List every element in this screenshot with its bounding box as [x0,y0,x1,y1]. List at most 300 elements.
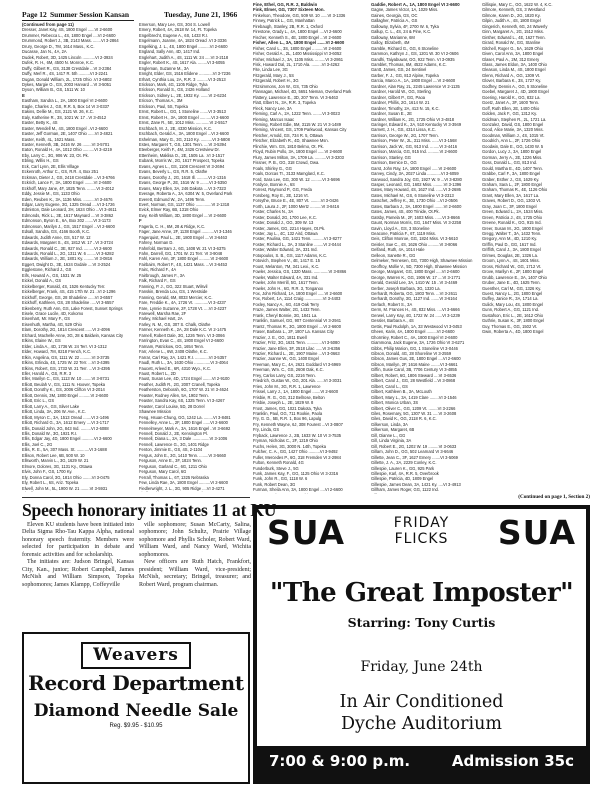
directory-entry: Garcia, Marco A., 1A, 1800 Engel ....VI 2-6600 [371,78,456,84]
directory-entry: Fry, Kenneth Wayne, 6J, 308 Fourest ...VI 3-0807 [253,421,343,427]
article-headline: Speech honorary initiates 11 at KU [22,500,277,520]
directory-entry: Gardner, William K., 2G, 1725 Ohio VI 3-4818 [371,116,455,122]
directory-entry: Elwell, John M., 5L, 1900 W. 21 ........VI 3-5931 [22,485,108,491]
directory-entry: Fennelmeyer, Mark A., 3A, 1616 Engel ..VI 3-6692 [139,425,231,431]
directory-entry: Fraser, Barbara L., 2F, 1807 La. Kansas City [253,329,334,335]
directory-entry: Dudek, Robert, 3D, 1425 Lincoln ...........VI 2-3924 [22,54,113,60]
directory-entry: Gillette, J. A., 2A, 2229 Conley, K.C. [371,460,437,466]
directory-heading: (Continued from page 11) [22,22,74,27]
directory-entry: Gillespie, Lauren K., GG, 925 Park [371,465,435,471]
directory-entry: Edmonson, Marilyn J., GS, 1517 Engel ...VI 2-6600 [22,223,115,229]
directory-entry: Funk, James Kay, F., GG, 1125 Ohio VI 3-2316 [253,470,339,476]
directory-entry: Flatt, Elbert N., 3A, R.R. 3, Topeka [253,100,316,106]
directory-entry: Evans, Dorothy J., 2G, 1618 Ill. ..........VI 2-1316 [139,174,226,180]
air-conditioned-line: In Air Conditioned [339,692,504,712]
directory-entry: Ginther, Edward L., 4E, 1627 Tenn. [482,34,546,40]
directory-entry: Foster, Donald, 2G, 1700 Lee, K.C. [253,214,317,220]
directory-entry: Gill, Linda Virginia, 3A [371,438,412,444]
directory-entry: Guenther, Carl M., GG, 1326 Ky. [482,285,542,291]
directory-entry: Elliott, Myron C., 3A, 1513 Oread .......VI 2-1496 [22,414,109,420]
directory-entry: Elliott, Eric L., GS [22,398,55,404]
directory-entry: Fanskin, Brenda Lou, GS, 1 Westside [139,289,208,295]
directory-entry: Gandhi, Taiyabuwar, GG, 922 Tenn. VI 3-0935 [371,56,455,62]
directory-entry: Firestone, Grady L., 4A, 1800 Engel ....VI 2-6600 [253,29,342,35]
directory-heading: Fine, Ethel, GG, R.R. 2, Baldwin [253,2,318,7]
directory-entry: Fairbairn, Robert F., 4S, 1421 Mass. ...VI 3-6453 [139,261,228,267]
directory-entry: Edwards, Ronald L., 2G, 1311 W. 6 ........VI 3-6282 [22,251,114,257]
directory-entry: Godfrey, Dennis A., GG, 5 Stoneline [482,83,548,89]
directory-entry: Engleman, Suzanne M., 3A [139,65,189,71]
directory-entry: Fowler, John H., 6G, R.R. 3, Tonganox [253,285,324,291]
directory-entry: Ericson, Thomas A., 3M [139,98,183,104]
directory-entry: Elder, Howard, 7M, 8218 French, K.C. [22,349,92,355]
directory-entry: Firebaugh, Stanley, 2B, R.R. 1, Oxford [253,23,323,29]
directory-entry: Ebling, Willis H., GS [22,158,59,164]
directory-entry: Farr, Arlene L., 6W, 2408 Olathe, K.C. [139,349,208,355]
directory-entry: Ellis, R. E., 5A, 307 Mass. St. ...........VI 3-1688 [22,447,107,453]
directory-entry: Emerson, Mary Lee, GS, 304 S. Lowell [139,22,210,27]
directory-entry: England, Sally Ann, 4D, 1417 Ind. [139,49,201,55]
directory-entry: Ellsworth, Marvin L., 3G, 1629 W. 21 [22,458,89,464]
directory-entry [22,491,134,492]
directory-entry: Griffin, Paul D., GG, 1617 Ind. [482,241,537,247]
directory-entry: Gaines, Georgia, GS, OC [371,12,418,18]
directory-entry: Gamble, Richard G., GG, 6 Stoneline [371,45,439,51]
directory-entry: Gray, Joan C., 3F, 1800 Engel [482,203,537,209]
directory-entry: Given, Carol Ann, 3A, 1800 Engel [482,51,544,57]
directory-entry: Gleason, Linda M., 4S, 1800 Engel [482,67,546,73]
directory-entry: Ernst, Robert H., 3A, 1800 Engel ..........VI 2-6600 [139,114,229,120]
directory-entry: Fowler, Walter Edward, 4A, 331 Ind. [253,274,319,280]
directory-entry: Evans, Agnes L., GS, 1108 Crescent VI 3-2694 [139,163,225,169]
directory-entry: Furman, Sheila Ann, 3A, 1800 Engel ....VI 2-6600 [253,487,343,493]
directory-entry: Gallup, C. L., 4S, 24 & Pine, K.C. [371,29,432,35]
directory-entry: Gagne, James Victor, 1A, 1029 Miss. [371,7,439,13]
directory-entry: Fry, G. D., 5B, R.R. 1, Box 96, Lapulg [253,416,322,422]
directory-entry: Ferrall, Thomas L., 6T, 1325 Nebraska [139,474,209,480]
directory-entry: Edwards, Ronald C., 3E, 927 Ind. .........VI 2-6600 [22,245,112,251]
flicks-word: FLICKS [394,531,449,547]
directory-entry: Ellis, Joel C., 2G [22,441,53,447]
directory-entry: Franklin, Samuel, GG, 907 Centennial VI 3-2941 [253,318,342,324]
directory-entry: Elkins, Erlinda, 4S, 1725 W. 22 Terr. ...VI 3-4395 [22,360,110,366]
directory-entry: Gardner, Harold W., GG, Sterling [371,89,431,95]
directory-entry: Gregg, Walter T., 3A, 1432 Tenn. [482,231,542,237]
directory-entry: Grant, Mary Ellen, 3A, 1617 La. [482,192,540,198]
sua-left-word: SUA [267,513,346,552]
directory-entry: Eifs, Howard A., GS, 1531 W. 25 [22,272,82,278]
directory-heading: Fink, Elmer, GG, 7307 Sixteen Mon. [253,7,325,13]
directory-entry: Eickhoff, George, GS, 28 Shadeline ......VI 3-6557 [22,294,113,300]
directory-column-2 [139,22,251,492]
directory-entry: Gates, Barbara J., 3A, 1800 Engel ........VI 2-6600 [371,203,462,209]
directory-entry: Ewy, Keith William, 3D, 1800 Engel ....VI 2-6600 [139,212,227,218]
continued-note: (Continued on page 1, Section 2) [518,494,590,500]
directory-entry: George, Warren K., GG, 1906 W. 17 ....VI 3-1771 [371,274,461,280]
directory-entry: George, Margaret, GG, 1800 Engel .....VI 2-6600 [371,269,460,275]
directory-entry: Funk, Robert Dean, 3G [253,481,296,487]
newspaper-name: Summer Session Kansan [50,10,130,19]
directory-entry: Gavin, Lloyd A., GS, 3 Stoneline [371,225,430,231]
directory-entry: Glenn, Richard A., GG, 1309 Vt. [482,72,541,78]
directory-entry: Frantz, Thomas R., 3G, 1800 Engel ....VI 2-6600 [253,323,341,329]
directory-entry: Freeman, Mary C., 4A, 2621 Goddard VI 3-6969 [253,361,341,367]
directory-entry: Gardner, Phillis, 2G, 1614 W. 21 [371,100,430,106]
directory-entry: Dugan, Donald William, 2L, 1725 Ohio .VI 3-6802 [22,76,112,82]
directory-entry: Fiedlerwright, J. L., 3G, 905 Ridge ....VI 3-4271 [139,485,225,491]
article-paragraph: New officers are Ruth Hatch, Frankfort, president; William Ward, vice-president; McNish, secretary; Bringel, treasurer; and Robert Ward, program chairman. [139,559,251,588]
directory-entry: Fennell, Donald J., 2E, Kensington Pl. [139,430,208,436]
showing-date: Friday, June 24th [360,659,483,675]
directory-entry: Guffey, Janice R., 3A, 1714 La. [482,296,539,302]
directory-entry: Eickel, Donald A., GS [22,278,62,284]
directory-entry: Evans, George P., 2E, 1516 W. 9 ........VI 3-5350 [139,180,227,186]
directory-entry: Garber, F. J., GG, 813 Alpine, Topeka [371,72,439,78]
directory-entry: Frost, James, GG, 1021 Dakota, Tyka [253,405,322,411]
directory-entry: Gwin, Roberta A., 4D, 1800 Engel [482,329,544,335]
directory-entry: Eshelman, Mary G., 3G, 2110 Ky. ..........VI 3-5808 [139,136,230,142]
directory-entry: Geis, Clifton Monroe, GG, 1824 Miss. VI 3-5610 [371,236,458,242]
directory-entry: Faust, Robert L., 2D [139,371,176,376]
directory-entry: Ellis, Donald John, 2G, 843 Ind. .........VI 2-6088 [22,425,109,431]
directory-entry: Fager, Jane Anne, 2F, 1138 Engel ...........VI 3-1346 [139,229,232,235]
directory-entry: Ford, Sara Lee, GG, 300 W. 12 ..........VI 3-5696 [253,176,340,182]
directory-entry: Fitzgerald, Mary J., 5S [253,72,294,78]
directory-entry: Evick, Elmer Ray, 6B, 1318 Ohio [139,207,199,213]
directory-entry: Gillispie, Mary C., GG, 1622 W. 4, K.C. [482,2,553,7]
directory-entry: Gardner, Alan Ray, 2L, 2245 Lawrence VI 2-1135 [371,83,460,89]
directory-column-1 [22,22,134,492]
directory-entry: Edwards, Judith Anne, GS, 517 W. 12 [22,234,91,240]
directory-entry: Glaser, Paul A., 2M, 312 Emery [482,56,540,62]
directory-entry: Feather, Judith R., 2G, 2007 Cranell, Topeka [139,381,220,387]
directory-entry: Gatsby, Pamela M., 2F, 1603 Miss. ......VI 3-8666 [371,214,460,220]
directory-entry: Flinchie, Wm. GS, 1810 Belmo, Ot. Pk. [253,143,324,149]
directory-entry: Egglestone, Richard J., GS [22,267,72,273]
directory-entry: Erickson, Mark, 4G, 1105 Ridge, Tyka [139,81,208,87]
directory-entry: Funderburk, Steve J., 5G [253,465,299,471]
directory-entry: Greene, Ronald K., GG, 915 Ind. [482,220,542,226]
directory-entry: Eagle, Charles J., GS, R.R. 5, Box 14 VI 3-0337 [22,103,110,109]
directory-entry: Fitzgerald, Robert H., 3G [253,78,299,84]
directory-entry: Forsythe, Bruce E., 4E, 807 Vt. .........VI 3-0426 [253,198,339,204]
directory-entry: Gillespie, Patricia, 4D, 1809 Engel [371,476,434,482]
directory-entry: Fergus, John E., 3G, 1410 Tenn. ........VI 3-5660 [139,452,227,458]
directory-entry: Eckhoff, Mary Jane, 4F, 1825 Tenn. ........VI 3-4012 [22,185,115,191]
directory-entry: Eisenhart, Mr. Mary F., GS [22,316,70,322]
directory-entry: Feng, Hsuan-Chung, GG, 1242 La. ........VI 3-8481 [139,414,231,420]
directory-heading: Fisher, Allen L., 3A, 1800 Engel .......VI 2-6600 [253,40,345,46]
directory-entry: Goss, Donald L., GG, 813 Ind. [482,160,538,166]
directory-entry: Fahl, Karen Ann, 3F, 1800 Engel ..........VI 2-6600 [139,256,229,262]
directory-entry: Fulcher, C. A., GG, 1427 Ohio ..........VI 3-9492 [253,449,338,455]
directory-entry: Ely, Robert L., 6S, Ariz. Topeka [22,480,79,486]
directory-entry: Frazier, Joanne W., GG, 1400 Engel [253,356,319,362]
directory-entry: Foust, Melanton, 7M, 341 Lexi., K.C. [253,263,320,269]
directory-entry: Giles, Rosemary, 5G, 1307 W. 31 .....VI 3-2608 [371,410,457,416]
directory-entry: Galloway, Marianne, 6M [371,34,415,40]
film-starring: Starring: Tony Curtis [347,615,496,630]
directory-entry: Eck, Carl Lynn, 2E, Ellis Village [22,163,79,169]
directory-entry: Fennelley, Anne L., 2F, 1800 Engel ......VI 2-6600 [139,420,228,426]
directory-entry: Erickson, Sidney L., 2E, 1932 Ky. .......VI 2-6234 [139,92,227,98]
directory-entry: Dufek, R. H., 6M, 4500 N. Monroe, K.C. [22,60,95,66]
directory-entry: Gould, Martha E., 4D, 1407 Tenn. [482,165,543,171]
directory-entry: Gerhardt, Roberta, GG, 1803 Tenn. ...VI 3-2611 [371,291,458,297]
showing-location [257,691,586,735]
directory-entry: Galloy, Elizabeth, 4M [371,40,410,46]
weavers-record-ad [22,632,250,784]
directory-entry: Drury, George D., 7M, 1614 Mass., K.C. [22,43,95,49]
directory-entry: Garrison, Stanley, GG [371,154,411,160]
directory-entry [253,493,366,494]
directory-entry: Giammona, Jack Eugene, 3A, 1726 Ohio VI 3-6271 [371,340,465,346]
record-department-heading: Record Department [28,671,244,695]
directory-entry: Farrar, Carl Ray, 2A, 1421 R.I. ............VI 3-5357 [139,354,227,360]
directory-entry: Gerlach, Robert S., 3A [371,301,413,307]
directory-entry: Fry, Linda, GS [253,427,280,433]
directory-entry: Gilbert, Carol J., GG, 28 Westfield ...VI 3-0868 [371,378,456,384]
directory-entry: Goebel, Margaret J., 4D, 1800 Engel [482,89,549,95]
directory-entry: Gallagher, Patricia A., GS [371,18,418,24]
directory-entry: Gettis, Paul Rudolph, 1A, 33 Westwood VI 3-0453 [371,323,462,329]
directory-entry: Engelbrecht, Eugene A., 6S, 1433 R.I. [139,32,209,38]
directory-entry: Engler, Robert K., 4S, 1617 Ala. ........VI 3-6055 [139,60,225,66]
directory-heading: E [22,92,25,98]
directory-entry: Shawnee Mission [139,409,172,415]
directory-entry: Gonzalez, David, GS, 1800 Engel [482,121,544,127]
directory-entry: Eickelberger, Frank, 4S, 415 17th W. 21 ..VI 2-1296 [22,289,116,295]
directory-entry: Fries, John M., 3G, R.R. 1, Lawrence [253,383,321,389]
directory-entry: Gilbert, Mary L., 3A, 1419 Clare ........VI 3-1546 [371,394,457,400]
diamond-needle-sale: Diamond Needle Sale [33,701,239,721]
directory-entry: Grimes, Douglas, 2E, 1326 La. [482,252,538,258]
directory-entry: Fletcher, Elizabeth R., 4D, Shawnee Msn. [253,138,329,144]
directory-entry: Forth, Laura J., 2F, 1000 Mertz ..........VI 3-8416 [253,203,340,209]
directory-entry: Fahnfold, Bertram J., 6G, 1408 W. 21 VI 3-6375 [139,245,226,251]
directory-entry: Elkins, Robert, GS, 1733 W. 21 Terr. ...VI 3-4395 [22,365,110,371]
directory-entry: Ellison, Robert Lee, 6B, 500 W. 10 [22,452,85,458]
article-column-2 [139,522,251,589]
directory-entry: Gorman, Jerry A., 2E, 1226 Miss. [482,154,543,160]
directory-entry: Gillham, James Roger, GG, 1122 Ind. [371,487,439,493]
directory-entry: Graber, Esther J., GS, 1629 Ky. [482,176,540,182]
directory-entry: Faust, Susan Lee, 4D, 1724 Engel ........VI 2-9100 [139,376,230,382]
directory-entry: Eickhoff, Kathleen, GS, 28 Shadeline .....VI 3-6557 [22,300,114,306]
directory-entry: Frazier, J. E., GG, 1811 Ewell [253,334,307,340]
sua-right-word: SUA [497,513,576,552]
directory-entry: Gantt, James, GS, 24 Sentinel [371,67,427,73]
directory-entry: Frisbie, R. G., GG, 312 Bellrose, Belton [253,394,325,400]
directory-entry: Everage, Roberta A., 3A, 6304 W. 5, Overland Park [139,191,233,197]
directory-entry: Easter, Kenneth, 3B, 2416 W. 26 ........VI 3-5701 [22,141,110,147]
directory-entry: Fahn, Darrell, GG, 1701 W. 21 Terr. VI 3-9048 [139,251,223,257]
directory-entry: Fleming, Vincent, GS, 1709 Parkwood, Kansas City [253,127,347,133]
directory-entry: Fanning, Gerald, 6M, 8033 Mercier, K.C. [139,294,213,300]
directory-entry [371,493,479,494]
article-paragraph: ville sophomore; Susan McCarty, Salina, sophomore; John Schultz, Prairie Village sophomore and Phyllis Scholer, Robert Ward, William Ward, and Nancy Ward, Wichita sophomores. [139,522,251,558]
directory-entry: Gregory, Ann M., 4D, 1210 Ky. [482,236,538,242]
directory-entry: Gibbs, Philip Marion, GG, 1 Stoneline VI 3-0446 [371,345,458,351]
directory-entry: Eden, Reuben K., 3A, 1136 Miss. ..........VI 3-4676 [22,196,113,202]
directory-entry: Frazier, Jane Ellen, 3F, 2518 Lilac ......VI 3-6356 [253,345,341,351]
directory-entry: Gelleon, Sanette R., GG [371,252,416,258]
directory-entry: Dresser, Janet Kay, 4S, 1800 Engel ......VI 2-6600 [22,27,113,33]
directory-entry: Grove, Marilyn K., 2F, 1800 Engel [482,269,544,275]
directory-entry: Eakins, Dellie M., GS, 2121 W. 26, K.C. [22,109,94,115]
directory-entry: Goff, Ruth Ellen, 2E, 1400 Ohio [482,105,540,111]
directory-entry: Gilbert, Oliver C., GG, 1209 Vt. ........VI 3-2266 [371,405,456,411]
directory-entry: Goldman, Stephen R., 2L, 1721 La. [482,116,547,122]
directory-entry: Enright, Elder, GS, 1516 Elidene ............VI 3-7236 [139,71,231,77]
directory-entry: Gardner, Susan E., 2E [371,111,412,117]
directory-entry: Erickson, Ronald S., GS, 2426 Holland [139,87,210,93]
directory-entry: Gill, Dianne L., GG [371,432,406,438]
directory-entry: Easter, Keith, 4L, 1621 Mass. [22,136,76,142]
directory-entry: Eller, Harold A., GS, R.R. 3 [22,371,72,376]
directory-entry: Good, Alice Marie, 3A, 1320 Miss. [482,127,544,133]
directory-column-5 [482,2,590,494]
directory-entry: Gates, Mary Howard, 4S, 1627 Ind. ......VI 3-2686 [371,187,461,193]
directory-entry: Fox, John Richard, 1A, 1800 Engel ......VI 2-6600 [253,291,343,297]
directory-entry: Engelking, J. L., 4S, 1800 Engel ..........VI 2-6600 [139,43,228,49]
directory-entry: Fraze, James Walter, 2G, 1432 Tenn. [253,307,321,313]
directory-entry: Farmer, Kenneth K., 2A, 28 Dale K.C. VI 2-1475 [139,327,227,333]
directory-entry: Fryman, Nicholas C., 2F, 1219 Ohio [253,438,318,444]
directory-entry: Grabbe, Carl F., 3A, 1800 Engel [482,171,541,177]
directory-entry: Gerhardt, Dorothy, 3G, 1127 Ind. .......VI 3-6164 [371,296,458,302]
directory-entry: Elmore, Dolores, 3G, 1131 Ky., Ottawa [22,463,93,469]
directory-entry: Ellis, Edgar Jay, 4D, 1800 Engel ...........VI 2-6600 [22,436,112,442]
directory-entry: Faucett, Arleed E., 6R, 4310 Wyo., K.C. [139,365,212,371]
directory-entry: Geacone, Patricia F., 6T, 1119 Miss. [371,231,436,237]
directory-entry: Frey, Carlos Larry, GS, 2216 Tenn. [253,372,316,378]
directory-entry: Goetz, Janet A., 3F, 1600 Tenn. [482,100,540,106]
directory-entry: Forsberg, Roy E., 2E, 1216 Vt. [253,192,309,198]
directory-entry: Fischer, Kenneth S., 4E, 1800 Engel ...VI 2-6600 [253,34,342,40]
directory-entry: Gitchell, Roger G., 5A, 1629 Ohio [482,45,543,51]
directory-entry: Gerber, Joseph Barbara, 3G, 1320 La. [371,285,441,291]
directory-entry: Guest, Nancy L., 2G, 1800 Engel [482,291,543,297]
directory-entry: Elam, Dorothy, 2G, 1814 Crescent ......VI 2-4096 [22,327,110,333]
directory-entry: Ely, Donna Carol, 3G, 1814 Ohio ........VI 3-0475 [22,474,110,480]
directory-entry: Ducasse, Jan N., 4A, 2A [22,49,67,55]
directory-entry: Fennell, Diana L., 2A, 3 Dale ...............VI 3-1006 [139,436,228,442]
directory-entry: Farnell, Robert Dale, 3G, 1226 Tenn. VI 3-3066 [139,332,225,338]
directory-entry: Gelfand, Ruth, 4A, 1014 Hale [371,247,425,253]
issue-date: Tuesday, June 21, 1966 [164,10,238,19]
directory-entry: Fleming, Marcus Isaac [253,116,295,122]
directory-entry: Engelmann, Joanne, 4A, 1824 Oread .VI 3-3336 [139,38,227,44]
directory-entry: Fare, Lynnie Suzanne, 2F, 1728 Vt. ....VI 3-4237 [139,305,227,311]
directory-entry: Flannagan, Michael, 4D, 5651 Nieman, Overland Park [253,89,352,95]
directory-entry: Groom, Lynn A., 4S, 1601 Miss. [482,258,540,264]
directory-entry: Galloway, Sylvia, 4F, 2700 W. 6, Tyka [371,23,439,29]
directory-entry: Farley, Michael Hart, 2A [139,316,183,322]
directory-entry: Garinger, Edward K., 2A, 510 Kentucky VI 3-3949 [371,121,462,127]
directory-entry: Gill, Robert E., 2G, 1202 W. 19 .........VI 3-0633 [371,443,457,449]
directory-entry: Foster, Donald J., GG, 309 W. 13 [253,220,314,226]
admission-price: Admission 35c [451,752,574,770]
directory-entry: Grubb, Lawrence E., 3A, 1407 Ohio [482,274,547,280]
directory-entry: Gordon, Lucy J., 3A, 1800 Engel [482,149,542,155]
directory-entry: Gilbert, Monica Urban, 3S [371,400,419,406]
directory-entry: Goodrich, Ann L., 2F, 1726 Ohio [482,138,541,144]
directory-entry: Gillespie, James Dean, 3A, 1421 Ky. ....VI 3-4913 [371,481,461,487]
directory-entry: Elliott, Larry A., GS, Silver Lake [22,403,80,409]
directory-entry: Fulton, Kenneth Ronald, 4G [253,460,304,466]
directory-entry: Easter, Betty K., 4S [22,120,58,126]
directory-entry: Friedrich, Gustav W., GG, 201 Ala. ......VI 3-3031 [253,378,342,384]
directory-entry: Glover, Barbara K., 3S, 1727 Ky. [482,78,542,84]
directory-entry: Fisher, Gerald A., 2L, 1400 Mississippi VI 3-6052 [253,51,342,57]
directory-entry: Girard, Ronald W., GG, Stanline [482,40,541,46]
directory-entry: Fare, Freddie K., 4A, 1726 Vt. ............VI 3-4237 [139,300,226,306]
directory-entry: Drummond, Robert J., 3B, 2143 Mass. .......VI 3-2864 [22,38,119,44]
directory-entry: Erhart, Cynthia Lou, 2A, R.R. 3 ..........VI 3-2513 [139,76,226,82]
directory-entry [139,491,251,492]
directory-entry: Guy, Thomas E., GG, 1502 Vt. [482,323,538,329]
directory-entry: Frissel, Larry J., 1A, 1800 Engel .......VI 2-6600 [253,389,339,395]
directory-entry: Dykes, Margie O., GS, 2003 Harvard ...VI 3-5051 [22,81,112,87]
directory-entry: Ernst, Zane R., 5E, 1012 Miss. ............VI 2-5517 [139,120,228,126]
directory-entry: Gelmeker, Tennesen, GG, 7300 High, Shawnee Mission [371,258,473,264]
directory-entry: Foster, Charles N., 3A [253,209,294,215]
directory-entry: Garrison, George W., 2G, 1707 Tenn. [371,132,439,138]
directory-entry: Foster, Walter Edward, 3A, 331 Ind. [253,247,318,253]
directory-entry: Gilmore, Karen D., 2G, 1820 Ky. [482,12,541,18]
directory-entry: Elliott, Dennis, 3M, 1800 Engel ..........VI 2-6600 [22,392,109,398]
directory-entry: Gilbert, Kathleen B., 3A, McLouth [371,389,432,395]
directory-entry: Foster, Jay L., 4C, 132 Aird, Ottawa [253,231,318,237]
directory-entry: Graves, Robert D., GG, 1303 Vt. [482,198,542,204]
directory-entry: Gamblet, Thomas, 6M, 4522 Adams, K.C. [371,61,447,67]
directory-entry: Featherston, Deborah, 6G, 1707 W. 21 VI 3-4624 [139,387,229,393]
directory-entry: Gaunt, Norman Morris, GG, 1647 Miss. VI 3-2258 [371,220,462,226]
directory-entry: Gardner, Timothy, 2A, 413 N. 15, K.C. [371,105,440,111]
directory-entry: Gingerich, Kenneth, 6G, 24 Waverly [482,23,548,29]
directory-entry: Gillette, Jean C., 3F, 1627 Emery .......VI 3-5069 [371,454,458,460]
directory-entry: Englehart, Judith A., 4S, 1111 W. 24 .....VI 3-2118 [139,54,229,60]
directory-entry: Eschbach, Gerald A., 3A, 1800 Engel ...VI 2-6600 [139,131,229,137]
directory-entry: Foxley, Nancy A., 6G, 419 Oak Terry [253,301,320,307]
directory-entry: Fite, Linda Lee, 3G [253,67,288,73]
showtimes: 7:00 & 9:00 p.m. [269,752,411,770]
article-column-1 [22,522,134,589]
directory-entry: Fowler, Jessica, GS, 1320 Mass. .............VI 3-8866 [253,269,347,275]
directory-entry: Finkelson, Theodore, GG, 509 W. 10 ......VI 3-1336 [253,12,346,18]
directory-entry: Fleming, Carl A., 2A, 1222 Tenn. ........VI 3-0023 [253,111,340,117]
directory-entry: Franklin, Paul, GG, 711 Rookie, Paola [253,410,323,416]
directory-entry: Gilpin, Judith A., 4S, 1800 Engel [482,18,541,24]
directory-entry: Greer, Susan M., 2G, 1800 Engel [482,225,543,231]
directory-entry: Edwards, Margaret S., 4S, 1812 W. 17 ..VI 3-3724 [22,240,114,246]
directory-entry: Finney, Patrick L., GG, Manhattan [253,18,315,24]
directory-entry: Gruber, Jane E., 4D, 1625 Tenn. [482,280,541,286]
directory-entry: Elliott, Beulah V., GS, 1111 N. Hoover, Topeka [22,381,106,387]
directory-entry: Fleming, Robert Edie, 5M, 3115 W. 21 VI 3-1489 [253,121,341,127]
directory-entry: Eaton, Ronald H., 4A, 1012 Ohio ..........VI 3-4219 [22,147,112,153]
directory-entry: Gasper, Leonard, GG, 1602 Miss. .........VI 3-1396 [371,181,462,187]
directory-entry: Edmiston, Dale Leonard, 2H, 1624 Ohio ...VI 3-4611 [22,207,117,213]
page-number: Page 12 [22,10,47,19]
directory-entry: Eastham, Sandra L., 2A, 1800 Engel VI 2-6600 [22,98,108,104]
directory-entry: Foals, Shirley G., GG [253,165,292,171]
directory-entry: Fenton, Jimmie E., GS, 4S, 2-1104 [139,447,203,453]
directory-entry: Elkin, Angelina, GS, 1111 W. 22 ..........VI 3-3735 [22,354,110,360]
directory-entry: Eschbach, M. J., 2E, 4330 Mission, K.C. [139,125,213,131]
directory-entry: Fagerla, C. H., 6M, 28 & Ridge, K.C. [139,223,206,229]
